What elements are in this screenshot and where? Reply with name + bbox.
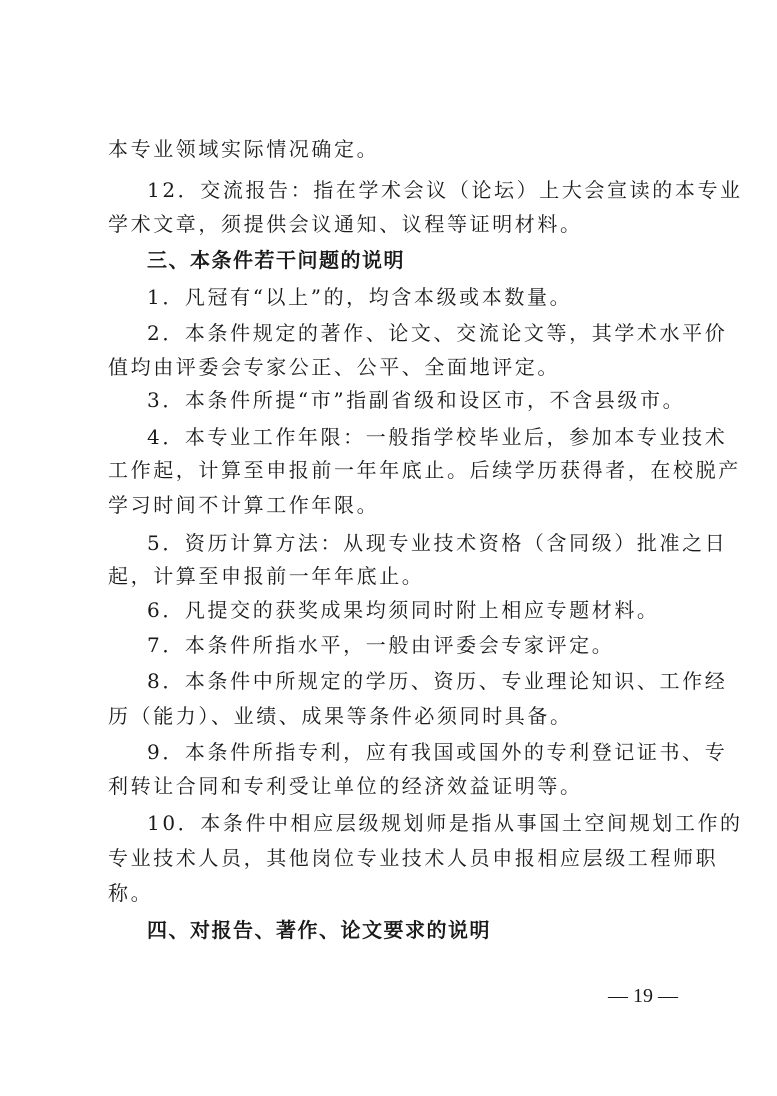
body-text-line: 12．交流报告：指在学术会议（论坛）上大会宣读的本专业 — [147, 178, 743, 202]
body-text-line: 历（能力）、业绩、成果等条件必须同时具备。 — [108, 704, 573, 728]
body-text-line: 9．本条件所指专利，应有我国或国外的专利登记证书、专 — [147, 740, 728, 764]
body-text-line: 8．本条件中所规定的学历、资历、专业理论知识、工作经 — [147, 669, 728, 693]
body-text-line: 专业技术人员，其他岗位专业技术人员申报相应层级工程师职 — [108, 846, 719, 870]
body-text-line: 称。 — [108, 881, 154, 905]
section-heading: 三、本条件若干问题的说明 — [147, 248, 405, 272]
body-text-line: 本专业领域实际情况确定。 — [108, 137, 380, 161]
body-text-line: 值均由评委会专家公正、公平、全面地评定。 — [108, 355, 560, 379]
body-text-line: 学术文章，须提供会议通知、议程等证明材料。 — [108, 212, 583, 236]
body-text-line: 6．凡提交的获奖成果均须同时附上相应专题材料。 — [147, 598, 660, 622]
body-text-line: 学习时间不计算工作年限。 — [108, 493, 380, 517]
body-text-line: 5．资历计算方法：从现专业技术资格（含同级）批准之日 — [147, 531, 728, 555]
body-text-line: 利转让合同和专利受让单位的经济效益证明等。 — [108, 774, 583, 798]
section-heading: 四、对报告、著作、论文要求的说明 — [147, 918, 491, 942]
body-text-line: 1．凡冠有“以上”的，均含本级或本数量。 — [147, 285, 573, 309]
body-text-line: 10．本条件中相应层级规划师是指从事国土空间规划工作的 — [147, 811, 743, 835]
body-text-line: 工作起，计算至申报前一年年底止。后续学历获得者，在校脱产 — [108, 458, 741, 482]
body-text-line: 7．本条件所指水平，一般由评委会专家评定。 — [147, 633, 615, 657]
body-text-line: 起，计算至申报前一年年底止。 — [108, 564, 425, 588]
body-text-line: 3．本条件所提“市”指副省级和设区市，不含县级市。 — [147, 388, 686, 412]
body-text-line: 4．本专业工作年限：一般指学校毕业后，参加本专业技术 — [147, 425, 728, 449]
page-number: — 19 — — [608, 985, 678, 1007]
body-text-line: 2．本条件规定的著作、论文、交流论文等，其学术水平价 — [147, 321, 728, 345]
